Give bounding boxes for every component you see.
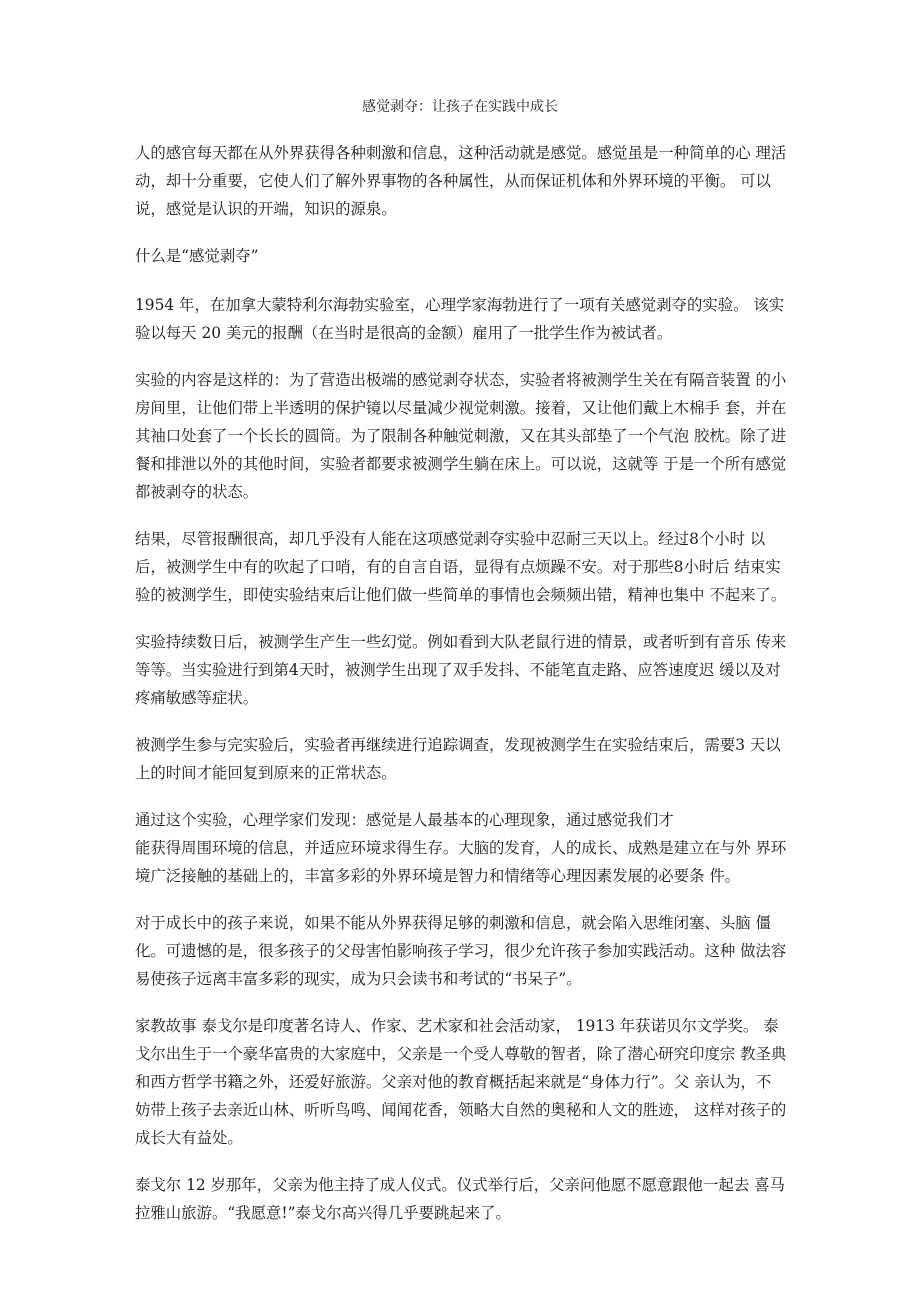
paragraph (135, 139, 795, 223)
text-line: 戈尔出生于一个豪华富贵的大家庭中，父亲是一个受人尊敬的智者，除了潜心研究印度宗 教圣典 (135, 1045, 787, 1063)
text-line: 说，感觉是认识的开端，知识的源泉。 (135, 200, 397, 218)
paragraph (135, 806, 795, 890)
paragraph (135, 1171, 795, 1227)
text-line: 结果，尽管报酬很高，却几乎没有人能在这项感觉剥夺实验中忍耐三天以上。经过8个小时 以 (135, 530, 766, 548)
text-line: 成长大有益处。 (135, 1129, 243, 1147)
text-line: 验的被测学生，即使实验结束后让他们做一些简单的事情也会频频出错，精神也集中 不起来了。 (135, 586, 787, 604)
text-line: 境广泛接触的基础上的，丰富多彩的外界环境是智力和情绪等心理因素发展的必要条 件。 (135, 867, 741, 885)
paragraph (135, 909, 795, 993)
text-line: 动，却十分重要，它使人们了解外界事物的各种属性，从而保证机体和外界环境的平衡。 可以 (135, 172, 771, 190)
text-line: 1954 年，在加拿大蒙特利尔海勃实验室，心理学家海勃进行了一项有关感觉剥夺的实验。 该实 (135, 296, 785, 314)
text-line: 拉雅山旅游。“我愿意!”泰戈尔高兴得几乎要跳起来了。 (135, 1204, 511, 1222)
text-line: 和西方哲学书籍之外，还爱好旅游。父亲对他的教育概括起来就是“身体力行”。父 亲认为，不 (135, 1073, 772, 1091)
text-line: 餐和排泄以外的其他时间，实验者都要求被测学生躺在床上。可以说，这就等 于是一个所有感觉 (135, 455, 787, 473)
text-line: 人的感官每天都在从外界获得各种刺激和信息，这种活动就是感觉。感觉虽是一种简单的心 理活 (135, 144, 787, 162)
paragraph (135, 628, 795, 712)
text-line: 疼痛敏感等症状。 (135, 689, 259, 707)
text-line: 对于成长中的孩子来说，如果不能从外界获得足够的刺激和信息，就会陷入思维闭塞、头脑 僵 (135, 914, 771, 932)
text-line: 通过这个实验，心理学家们发现：感觉是人最基本的心理现象，通过感觉我们才 (135, 811, 674, 829)
text-line: 能获得周围环境的信息，并适应环境求得生存。大脑的发育，人的成长、成熟是建立在与外 界环 (135, 839, 787, 857)
page-title: 感觉剥夺：让孩子在实践中成长 (362, 99, 558, 115)
paragraph (135, 1012, 795, 1152)
paragraph (135, 525, 795, 609)
paragraph (135, 291, 795, 347)
paragraph (135, 731, 795, 787)
text-line: 都被剥夺的状态。 (135, 483, 259, 501)
text-line: 被测学生参与完实验后，实验者再继续进行追踪调查，发现被测学生在实验结束后，需要3 天以 (135, 736, 781, 754)
text-line: 化。可遗憾的是，很多孩子的父母害怕影响孩子学习，很少允许孩子参加实践活动。这种 做法容 (135, 942, 787, 960)
text-line: 妨带上孩子去亲近山林、听听鸟鸣、闻闻花香，领略大自然的奥秘和人文的胜迹， 这样对孩子的 (135, 1101, 787, 1119)
text-line: 易使孩子远离丰富多彩的现实，成为只会读书和考试的“书呆子”。 (135, 970, 582, 988)
paragraph (135, 366, 795, 506)
text-line: 什么是“感觉剥夺” (135, 247, 259, 265)
text-line: 家教故事 泰戈尔是印度著名诗人、作家、艺术家和社会活动家， 1913 年获诺贝尔文学奖。 泰 (135, 1017, 779, 1035)
text-line: 后，被测学生中有的吹起了口哨，有的自言自语，显得有点烦躁不安。对于那些8小时后 结束实 (135, 558, 781, 576)
paragraph (135, 242, 795, 270)
text-line: 验以每天 20 美元的报酬（在当时是很高的金额）雇用了一批学生作为被试者。 (135, 324, 673, 342)
document-body (135, 139, 795, 1246)
text-line: 上的时间才能回复到原来的正常状态。 (135, 764, 397, 782)
text-line: 其袖口处套了一个长长的圆筒。为了限制各种触觉刺激，又在其头部垫了一个气泡 胶枕。除了进 (135, 427, 787, 445)
text-line: 实验持续数日后，被测学生产生一些幻觉。例如看到大队老鼠行进的情景，或者听到有音乐 传来 (135, 633, 787, 651)
text-line: 房间里，让他们带上半透明的保护镜以尽量减少视觉刺激。接着，又让他们戴上木棉手 套，并在 (135, 399, 787, 417)
text-line: 等等。当实验进行到第4天时，被测学生出现了双手发抖、不能笔直走路、应答速度迟 缓以及对 (135, 661, 781, 679)
text-line: 泰戈尔 12 岁那年，父亲为他主持了成人仪式。仪式举行后，父亲问他愿不愿意跟他一起去 喜马 (135, 1176, 785, 1194)
text-line: 实验的内容是这样的：为了营造出极端的感觉剥夺状态，实验者将被测学生关在有隔音装置 的小 (135, 371, 787, 389)
